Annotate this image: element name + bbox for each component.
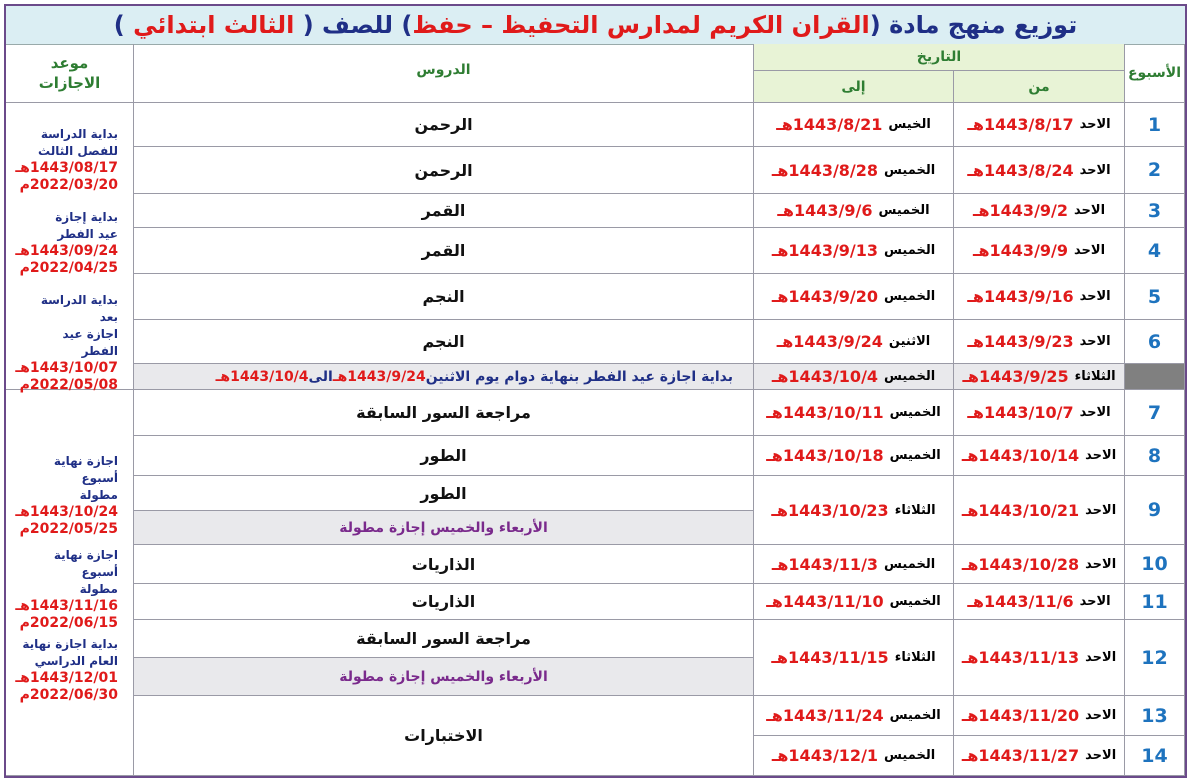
- to-date-cell: [754, 103, 954, 147]
- to-date-cell: [754, 545, 954, 584]
- hijri-date: 1443/9/6هـ: [777, 201, 873, 220]
- week-number: 7: [1125, 390, 1185, 436]
- day-name: الثلاثاء: [894, 650, 936, 665]
- holiday-label: اجازة نهاية أسبوع: [53, 548, 118, 579]
- from-date-cell: [954, 364, 1125, 390]
- from-date-cell: [954, 476, 1125, 545]
- hijri-date: 1443/11/13هـ: [961, 648, 1080, 667]
- to-date-cell: [754, 390, 954, 436]
- day-name: الخيس: [888, 117, 931, 132]
- week-number: 5: [1125, 274, 1185, 320]
- holiday-label: بداية الدراسة بعد: [40, 293, 118, 324]
- day-name: الاحد: [1085, 708, 1117, 723]
- holiday-gregorian: 2022/04/25م: [19, 260, 118, 276]
- lesson-cell: القمر: [134, 228, 754, 274]
- week-number: 13: [1125, 696, 1185, 736]
- from-date-cell: [954, 390, 1125, 436]
- header-to: إلى: [754, 71, 954, 103]
- holiday-gregorian: 2022/05/08م: [19, 377, 118, 393]
- hijri-date: 1443/10/7هـ: [967, 403, 1074, 422]
- holiday-gregorian: 2022/03/20م: [19, 177, 118, 193]
- from-date-cell: [954, 545, 1125, 584]
- hijri-date: 1443/11/6هـ: [967, 592, 1074, 611]
- hijri-date: 1443/9/16هـ: [967, 287, 1074, 306]
- week-number: 2: [1125, 147, 1185, 194]
- week-number: 10: [1125, 545, 1185, 584]
- break-note: [134, 364, 754, 390]
- from-date-cell: [954, 274, 1125, 320]
- from-date-cell: [954, 584, 1125, 620]
- holiday-label: بداية اجازة نهاية: [22, 637, 118, 651]
- header-holidays: موعد الاجازات: [6, 44, 134, 103]
- holiday-hijri: 1443/12/01هـ: [15, 670, 118, 686]
- hijri-date: 1443/11/15هـ: [771, 648, 889, 667]
- holiday-hijri: 1443/11/16هـ: [15, 598, 118, 614]
- day-name: الاحد: [1085, 502, 1117, 518]
- holiday-gregorian: 2022/05/25م: [19, 521, 118, 537]
- lesson-cell: النجم: [134, 320, 754, 364]
- break-date-start: 1443/9/24هـ: [332, 368, 426, 385]
- week-number: [1125, 364, 1185, 390]
- lesson-cell: الرحمن: [134, 147, 754, 194]
- holiday-entry: [15, 126, 118, 194]
- hijri-date: 1443/10/11هـ: [766, 403, 884, 422]
- to-date-cell: [754, 476, 954, 545]
- day-name: الخميس: [889, 594, 941, 609]
- lesson-cell: الطور: [134, 436, 754, 476]
- to-date-cell: [754, 194, 954, 228]
- day-name: الخميس: [889, 708, 941, 723]
- week-number: 1: [1125, 103, 1185, 147]
- to-date-cell: [754, 320, 954, 364]
- day-name: الاثنين: [888, 334, 931, 349]
- hijri-date: 1443/9/20هـ: [771, 287, 879, 306]
- holiday-label: بداية إجازة: [55, 210, 118, 224]
- lesson-cell: الرحمن: [134, 103, 754, 147]
- week-number: 4: [1125, 228, 1185, 274]
- holiday-gregorian: 2022/06/15م: [19, 615, 118, 631]
- hijri-date: 1443/10/18هـ: [766, 446, 884, 465]
- hijri-date: 1443/10/23هـ: [771, 500, 889, 520]
- page-title: [6, 6, 1185, 45]
- holiday-hijri: 1443/10/24هـ: [15, 504, 118, 520]
- day-name: الاحد: [1074, 243, 1106, 258]
- to-date-cell: [754, 584, 954, 620]
- from-date-cell: [954, 194, 1125, 228]
- from-date-cell: [954, 147, 1125, 194]
- hijri-date: 1443/11/3هـ: [771, 554, 879, 574]
- day-name: الاحد: [1079, 594, 1111, 609]
- day-name: الاحد: [1079, 334, 1111, 349]
- title-part: توزيع منهج مادة (: [869, 11, 1078, 39]
- title-grade: الثالث ابتدائي: [124, 11, 303, 39]
- hijri-date: 1443/11/24هـ: [766, 706, 884, 725]
- day-name: الاحد: [1085, 556, 1117, 572]
- hijri-date: 1443/8/28هـ: [771, 160, 879, 180]
- lesson-cell: النجم: [134, 274, 754, 320]
- lesson-cell: القمر: [134, 194, 754, 228]
- week-number: 9: [1125, 476, 1185, 545]
- hijri-date: 1443/10/21هـ: [961, 500, 1080, 520]
- holiday-entry: [15, 209, 118, 277]
- day-name: الخميس: [884, 369, 936, 384]
- lesson-cell: مراجعة السور السابقة: [134, 620, 754, 658]
- lesson-cell: مراجعة السور السابقة: [134, 390, 754, 436]
- week-number: 3: [1125, 194, 1185, 228]
- holiday-entry: [15, 453, 118, 538]
- lesson-cell: الاختبارات: [134, 696, 754, 776]
- hijri-date: 1443/9/24هـ: [776, 332, 883, 351]
- to-date-cell: [754, 436, 954, 476]
- title-subject: القران الكريم لمدارس التحفيظ – حفظ: [412, 11, 870, 39]
- day-name: الثلاثاء: [894, 502, 936, 518]
- lesson-cell: الذاريات: [134, 584, 754, 620]
- day-name: الخميس: [884, 289, 936, 304]
- to-date-cell: [754, 620, 954, 696]
- to-date-cell: [754, 228, 954, 274]
- day-name: الخميس: [878, 203, 930, 218]
- holiday-gregorian: 2022/06/30م: [19, 687, 118, 703]
- week-number: 12: [1125, 620, 1185, 696]
- from-date-cell: [954, 320, 1125, 364]
- to-date-cell: [754, 274, 954, 320]
- hijri-date: 1443/11/27هـ: [961, 746, 1080, 765]
- holiday-hijri: 1443/09/24هـ: [15, 243, 118, 259]
- holiday-entry: [15, 547, 118, 632]
- day-name: الاحد: [1085, 748, 1117, 763]
- day-name: الاحد: [1074, 203, 1106, 218]
- day-name: الخميس: [884, 162, 936, 178]
- holiday-label: بداية الدراسة: [40, 127, 118, 141]
- lesson-cell: الطور: [134, 476, 754, 511]
- lesson-note: الأربعاء والخميس إجازة مطولة: [134, 511, 754, 545]
- week-number: 8: [1125, 436, 1185, 476]
- lesson-note: الأربعاء والخميس إجازة مطولة: [134, 658, 754, 696]
- to-date-cell: [754, 696, 954, 736]
- day-name: الاحد: [1079, 117, 1111, 132]
- break-text: بداية اجازة عيد الفطر بنهاية دوام يوم الاثنين: [425, 368, 733, 385]
- hijri-date: 1443/10/14هـ: [961, 446, 1080, 465]
- hijri-date: 1443/9/23هـ: [967, 332, 1074, 351]
- title-part: ): [113, 11, 125, 39]
- from-date-cell: [954, 103, 1125, 147]
- day-name: الاحد: [1085, 650, 1117, 665]
- holiday-entry: [15, 636, 118, 704]
- day-name: الاحد: [1079, 289, 1111, 304]
- holiday-label: اجازة نهاية أسبوع: [53, 454, 118, 485]
- day-name: الخميس: [889, 405, 941, 420]
- hijri-date: 1443/8/21هـ: [776, 115, 883, 134]
- hijri-date: 1443/11/10هـ: [766, 592, 884, 611]
- day-name: الاحد: [1085, 448, 1117, 463]
- hijri-date: 1443/8/24هـ: [967, 160, 1074, 180]
- header-date: التاريخ: [754, 44, 1125, 71]
- day-name: الخميس: [889, 448, 941, 463]
- to-date-cell: [754, 364, 954, 390]
- holiday-label: للفصل الثالث: [38, 144, 118, 158]
- week-number: 6: [1125, 320, 1185, 364]
- hijri-date: 1443/9/13هـ: [771, 241, 879, 260]
- holiday-label: العام الدراسي: [34, 654, 118, 668]
- day-name: الخميس: [884, 556, 936, 572]
- day-name: الثلاثاء: [1074, 369, 1116, 384]
- holiday-hijri: 1443/08/17هـ: [15, 160, 118, 176]
- break-text: الى: [308, 368, 333, 385]
- day-name: الخميس: [884, 748, 936, 763]
- day-name: الخميس: [884, 243, 936, 258]
- to-date-cell: [754, 736, 954, 776]
- holiday-hijri: 1443/10/07هـ: [15, 360, 118, 376]
- hijri-date: 1443/11/20هـ: [961, 706, 1080, 725]
- hijri-date: 1443/10/28هـ: [961, 554, 1080, 574]
- from-date-cell: [954, 620, 1125, 696]
- hijri-date: 1443/12/1هـ: [771, 746, 879, 765]
- from-date-cell: [954, 736, 1125, 776]
- week-number: 11: [1125, 584, 1185, 620]
- header-lessons: الدروس: [134, 44, 754, 103]
- holiday-label: عيد الفطر: [57, 227, 118, 241]
- break-date-end: 1443/10/4هـ: [215, 368, 309, 385]
- from-date-cell: [954, 228, 1125, 274]
- header-from: من: [954, 71, 1125, 103]
- from-date-cell: [954, 436, 1125, 476]
- holiday-label: اجازة عيد الفطر: [62, 327, 118, 358]
- hijri-date: 1443/8/17هـ: [967, 115, 1074, 134]
- schedule-sheet: [4, 4, 1187, 778]
- title-part: ) للصف (: [302, 11, 413, 39]
- hijri-date: 1443/9/25هـ: [962, 367, 1069, 386]
- holiday-label: مطولة: [79, 488, 118, 502]
- hijri-date: 1443/10/4هـ: [771, 367, 879, 386]
- holiday-entry: [15, 292, 118, 394]
- header-week: الأسبوع: [1125, 44, 1185, 103]
- from-date-cell: [954, 696, 1125, 736]
- day-name: الاحد: [1079, 162, 1111, 178]
- holiday-label: مطولة: [79, 582, 118, 596]
- lesson-cell: الذاريات: [134, 545, 754, 584]
- week-number: 14: [1125, 736, 1185, 776]
- day-name: الاحد: [1079, 405, 1111, 420]
- hijri-date: 1443/9/9هـ: [972, 241, 1069, 260]
- to-date-cell: [754, 147, 954, 194]
- hijri-date: 1443/9/2هـ: [972, 201, 1069, 220]
